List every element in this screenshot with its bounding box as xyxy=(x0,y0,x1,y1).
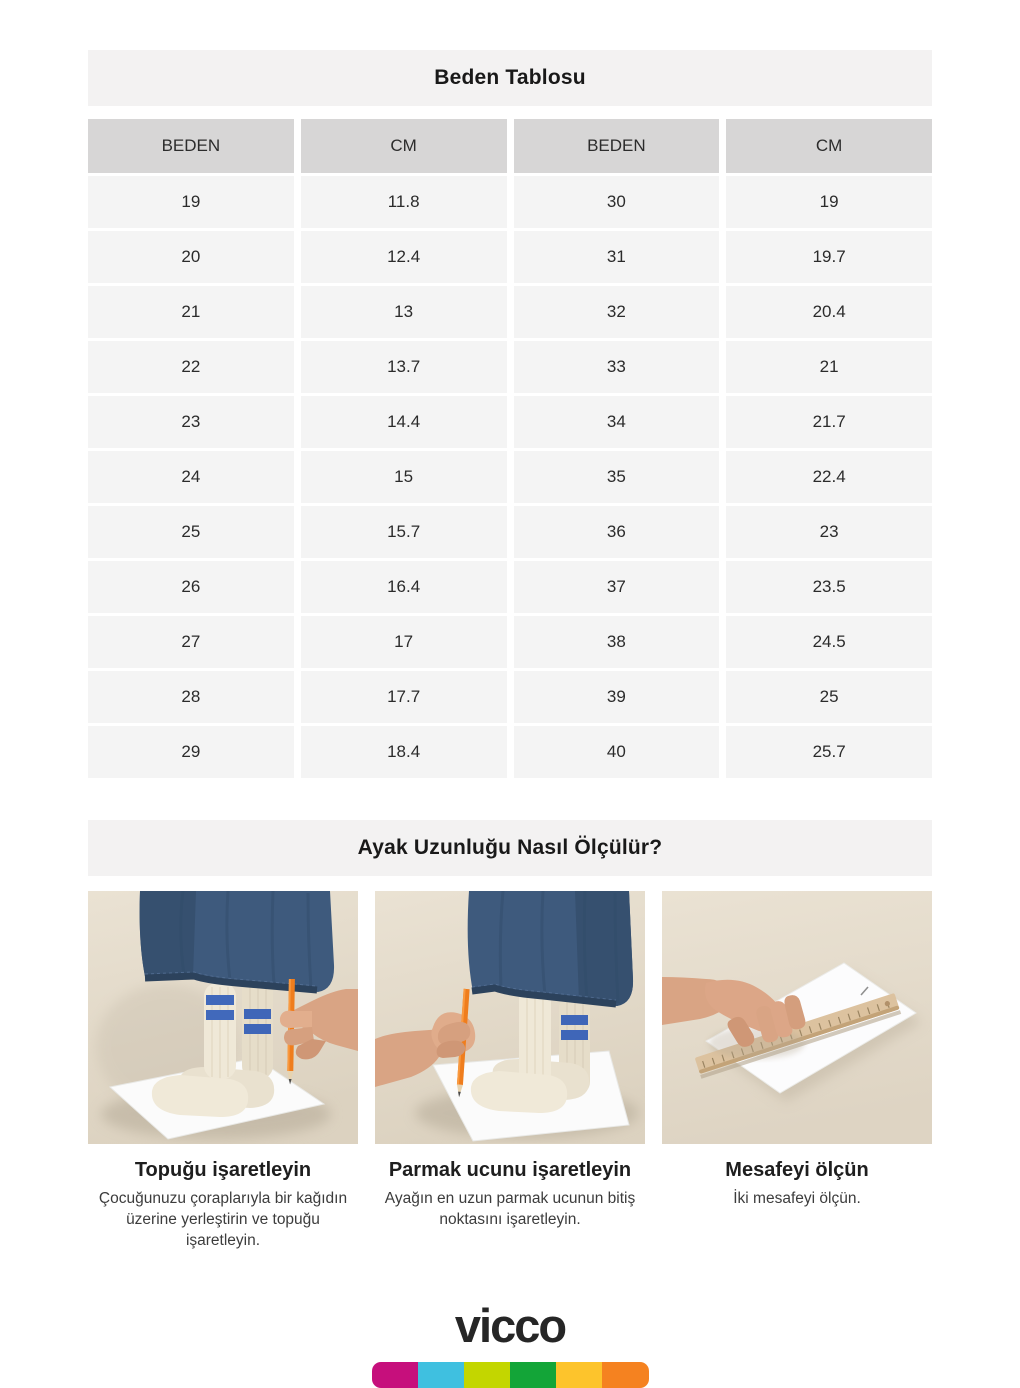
size-table-title-band xyxy=(88,50,932,106)
size-table-cell: 14.4 xyxy=(301,396,507,448)
step-card-toe xyxy=(375,891,645,1252)
size-table-cell: 32 xyxy=(514,286,720,338)
step-heading: Mesafeyi ölçün xyxy=(725,1159,869,1181)
mark-toe-photo xyxy=(375,891,645,1144)
rainbow-bar-segment xyxy=(602,1362,648,1388)
size-table-cell: 11.8 xyxy=(301,176,507,228)
size-table-cell: 21 xyxy=(726,341,932,393)
size-table-cell: 15.7 xyxy=(301,506,507,558)
size-table-title: Beden Tablosu xyxy=(434,66,586,89)
rainbow-bar xyxy=(372,1362,649,1388)
step-heading: Parmak ucunu işaretleyin xyxy=(388,1159,632,1181)
size-table-cell: 13 xyxy=(301,286,507,338)
size-table-cell: 28 xyxy=(88,671,294,723)
size-table-cell: 29 xyxy=(88,726,294,778)
size-table-header-cell: CM xyxy=(726,119,932,173)
size-table-cell: 40 xyxy=(514,726,720,778)
measure-title-band xyxy=(88,820,932,876)
size-table-cell: 35 xyxy=(514,451,720,503)
size-table-cell: 20.4 xyxy=(726,286,932,338)
size-table-cell: 17 xyxy=(301,616,507,668)
size-table-cell: 23 xyxy=(726,506,932,558)
rainbow-bar-segment xyxy=(556,1362,602,1388)
size-table-cell: 19.7 xyxy=(726,231,932,283)
measure-distance-photo xyxy=(662,891,932,1144)
size-table-cell: 19 xyxy=(726,176,932,228)
vicco-logo: vicco xyxy=(454,1298,566,1352)
size-table-cell: 39 xyxy=(514,671,720,723)
size-table xyxy=(88,119,932,778)
size-table-header-cell: BEDEN xyxy=(514,119,720,173)
size-table-cell: 26 xyxy=(88,561,294,613)
size-table-cell: 16.4 xyxy=(301,561,507,613)
size-table-cell: 34 xyxy=(514,396,720,448)
step-description: Ayağın en uzun parmak ucunun bitiş noktasını işaretleyin. xyxy=(384,1190,636,1228)
size-table-cell: 22.4 xyxy=(726,451,932,503)
size-table-cell: 15 xyxy=(301,451,507,503)
rainbow-bar-segment xyxy=(510,1362,556,1388)
size-table-cell: 27 xyxy=(88,616,294,668)
size-table-cell: 20 xyxy=(88,231,294,283)
size-table-cell: 25 xyxy=(726,671,932,723)
size-table-cell: 31 xyxy=(514,231,720,283)
size-table-cell: 21.7 xyxy=(726,396,932,448)
size-table-cell: 24.5 xyxy=(726,616,932,668)
measure-steps xyxy=(88,891,932,1252)
jeans xyxy=(140,891,334,992)
size-table-cell: 23.5 xyxy=(726,561,932,613)
size-table-cell: 21 xyxy=(88,286,294,338)
rainbow-bar-segment xyxy=(464,1362,510,1388)
size-table-cell: 23 xyxy=(88,396,294,448)
rainbow-bar-segment xyxy=(418,1362,464,1388)
mark-heel-illustration xyxy=(88,891,358,1144)
size-table-cell: 38 xyxy=(514,616,720,668)
size-table-cell: 22 xyxy=(88,341,294,393)
size-table-cell: 37 xyxy=(514,561,720,613)
step-description: İki mesafeyi ölçün. xyxy=(733,1190,861,1207)
step-heading: Topuğu işaretleyin xyxy=(134,1159,312,1181)
footer xyxy=(88,1298,932,1388)
size-table-cell: 33 xyxy=(514,341,720,393)
size-table-cell: 30 xyxy=(514,176,720,228)
size-table-cell: 17.7 xyxy=(301,671,507,723)
size-table-cell: 13.7 xyxy=(301,341,507,393)
size-table-cell: 25.7 xyxy=(726,726,932,778)
measure-distance-illustration xyxy=(662,891,932,1144)
size-table-cell: 36 xyxy=(514,506,720,558)
rainbow-bar-segment xyxy=(372,1362,418,1388)
size-table-cell: 12.4 xyxy=(301,231,507,283)
size-table-cell: 25 xyxy=(88,506,294,558)
step-card-measure xyxy=(662,891,932,1252)
measure-title: Ayak Uzunluğu Nasıl Ölçülür? xyxy=(357,836,663,859)
size-table-header-cell: BEDEN xyxy=(88,119,294,173)
size-table-header-cell: CM xyxy=(301,119,507,173)
step-description: Çocuğunuzu çoraplarıyla bir kağıdın üzerine yerleştirin ve topuğu işaretleyin. xyxy=(98,1190,348,1249)
size-table-cell: 19 xyxy=(88,176,294,228)
size-table-cell: 24 xyxy=(88,451,294,503)
jeans xyxy=(468,891,633,1006)
size-table-cell: 18.4 xyxy=(301,726,507,778)
step-card-heel xyxy=(88,891,358,1252)
mark-heel-photo xyxy=(88,891,358,1144)
mark-toe-illustration xyxy=(375,891,645,1144)
